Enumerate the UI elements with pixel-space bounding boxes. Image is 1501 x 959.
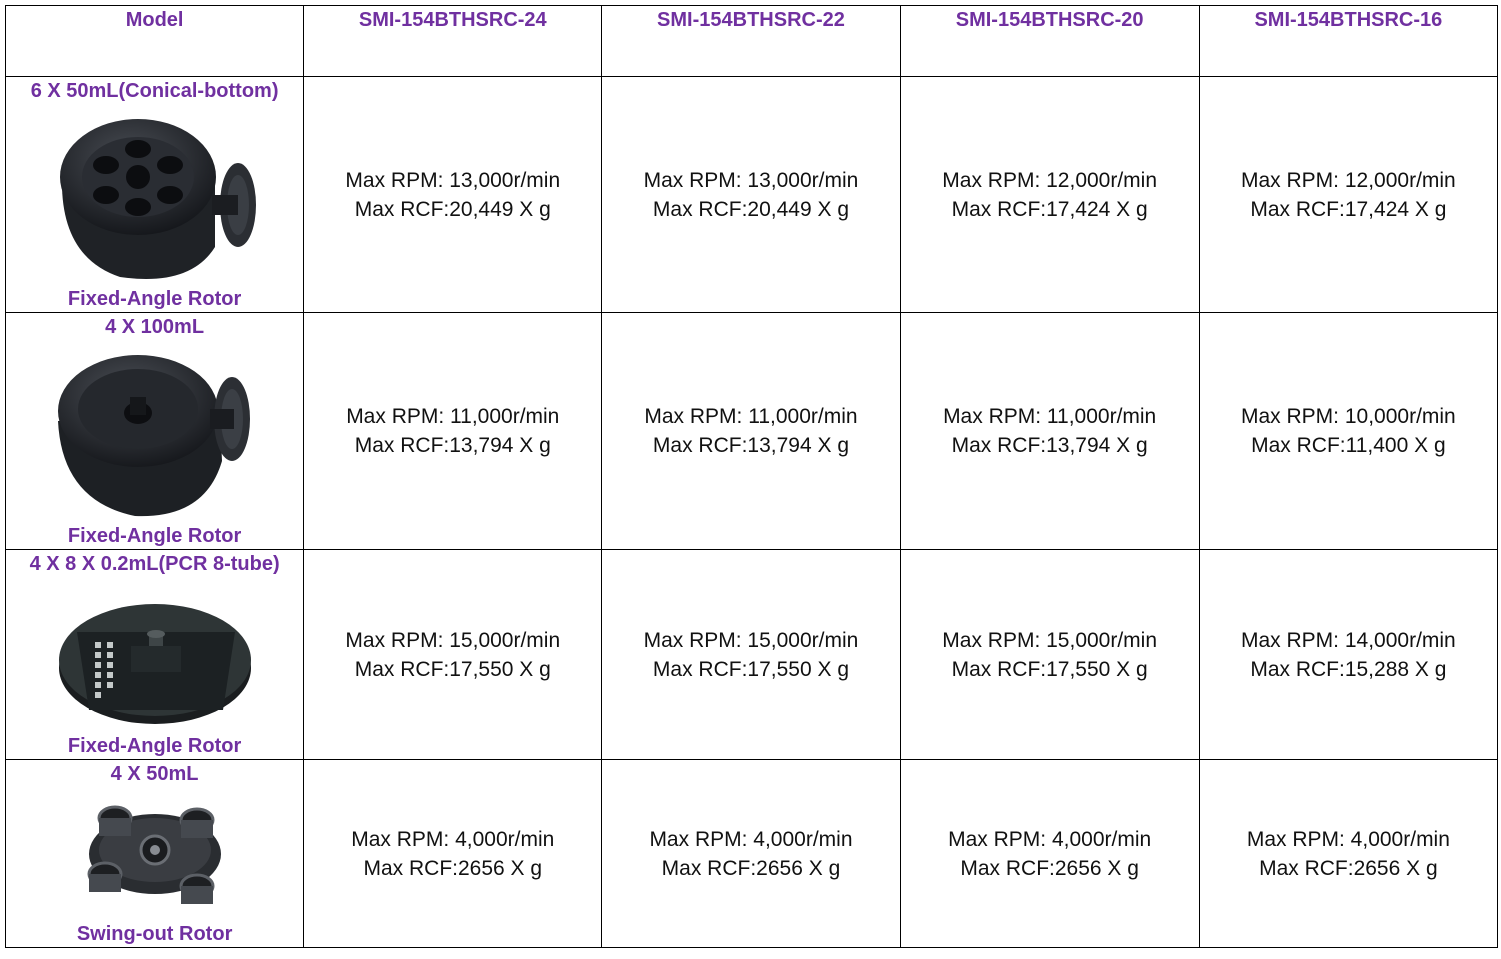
header-cell-model-2 <box>602 6 900 77</box>
max-rpm: Max RPM: 11,000r/min <box>346 405 560 428</box>
max-rpm: Max RPM: 4,000r/min <box>1246 827 1450 851</box>
rotor-type: Fixed-Angle Rotor <box>67 525 242 547</box>
max-rpm: Max RPM: 4,000r/min <box>351 827 555 851</box>
spec-cell <box>1199 313 1497 550</box>
rotor-type: Fixed-Angle Rotor <box>67 288 242 310</box>
model-label: Model <box>125 9 184 31</box>
table-row <box>6 550 1498 760</box>
max-rpm: Max RPM: 15,000r/min <box>345 628 561 652</box>
header-cell-model-3 <box>900 6 1199 77</box>
spec-cell <box>1199 760 1497 948</box>
model-name: SMI-154BTHSRC-22 <box>657 9 845 31</box>
table-row <box>6 760 1498 948</box>
rotor-cell <box>6 77 304 313</box>
header-cell-model-4 <box>1199 6 1497 77</box>
rotor-spec-table <box>5 5 1498 948</box>
spec-cell <box>304 550 602 760</box>
max-rcf: Max RCF:17,424 X g <box>1250 197 1447 221</box>
max-rcf: Max RCF:15,288 X g <box>1250 657 1447 681</box>
rotor-cell <box>6 313 304 550</box>
max-rcf: Max RCF:17,550 X g <box>951 657 1148 681</box>
max-rcf: Max RCF:20,449 X g <box>652 197 850 221</box>
max-rpm: Max RPM: 11,000r/min <box>943 405 1157 428</box>
spec-cell <box>900 760 1199 948</box>
spec-cell <box>304 77 602 313</box>
max-rpm: Max RPM: 14,000r/min <box>1241 628 1456 652</box>
rotor-type: Swing-out Rotor <box>76 923 233 945</box>
swing-out-rotor-icon <box>6 788 303 918</box>
max-rcf: Max RCF:11,400 X g <box>1251 434 1446 457</box>
max-rpm: Max RPM: 4,000r/min <box>948 827 1152 851</box>
max-rcf: Max RCF:17,550 X g <box>652 657 850 681</box>
max-rpm: Max RPM: 12,000r/min <box>942 168 1158 192</box>
table-row <box>6 77 1498 313</box>
spec-cell <box>602 550 900 760</box>
spec-cell <box>304 313 602 550</box>
max-rcf: Max RCF:2656 X g <box>960 856 1139 880</box>
max-rpm: Max RPM: 13,000r/min <box>643 168 859 192</box>
max-rcf: Max RCF:20,449 X g <box>354 197 551 221</box>
max-rcf: Max RCF:2656 X g <box>363 856 543 880</box>
rotor-capacity: 4 X 50mL <box>110 763 199 785</box>
max-rcf: Max RCF:17,550 X g <box>354 657 551 681</box>
spec-cell <box>900 313 1199 550</box>
header-cell-model <box>6 6 304 77</box>
spec-cell <box>1199 77 1497 313</box>
spec-cell <box>1199 550 1497 760</box>
model-name: SMI-154BTHSRC-16 <box>1254 9 1443 31</box>
spec-cell <box>900 550 1199 760</box>
max-rpm: Max RPM: 13,000r/min <box>345 168 561 192</box>
spec-cell <box>304 760 602 948</box>
max-rcf: Max RCF:2656 X g <box>1259 856 1438 880</box>
rotor-type: Fixed-Angle Rotor <box>67 735 242 757</box>
spec-cell <box>602 77 900 313</box>
max-rcf: Max RCF:17,424 X g <box>951 197 1148 221</box>
max-rcf: Max RCF:13,794 X g <box>951 434 1148 457</box>
model-name: SMI-154BTHSRC-24 <box>358 9 547 31</box>
table-row <box>6 313 1498 550</box>
max-rpm: Max RPM: 15,000r/min <box>942 628 1158 652</box>
rotor-capacity: 4 X 8 X 0.2mL(PCR 8-tube) <box>29 553 280 575</box>
max-rpm: Max RPM: 12,000r/min <box>1241 168 1456 192</box>
rotor-capacity: 6 X 50mL(Conical-bottom) <box>30 80 279 102</box>
header-cell-model-1 <box>304 6 602 77</box>
max-rpm: Max RPM: 15,000r/min <box>643 628 859 652</box>
max-rpm: Max RPM: 11,000r/min <box>644 405 858 428</box>
pcr-strip-rotor-icon <box>6 580 303 730</box>
fixed-angle-rotor-6x50-icon <box>6 107 303 287</box>
fixed-angle-rotor-4x100-icon <box>6 341 303 521</box>
spec-cell <box>900 77 1199 313</box>
spec-cell <box>602 760 900 948</box>
model-name: SMI-154BTHSRC-20 <box>955 9 1144 31</box>
header-row <box>6 6 1498 77</box>
rotor-capacity: 4 X 100mL <box>105 316 205 338</box>
max-rcf: Max RCF:13,794 X g <box>652 434 850 457</box>
max-rcf: Max RCF:2656 X g <box>661 856 841 880</box>
rotor-cell <box>6 760 304 948</box>
max-rcf: Max RCF:13,794 X g <box>354 434 551 457</box>
rotor-cell <box>6 550 304 760</box>
max-rpm: Max RPM: 4,000r/min <box>649 827 853 851</box>
spec-cell <box>602 313 900 550</box>
max-rpm: Max RPM: 10,000r/min <box>1241 405 1456 428</box>
